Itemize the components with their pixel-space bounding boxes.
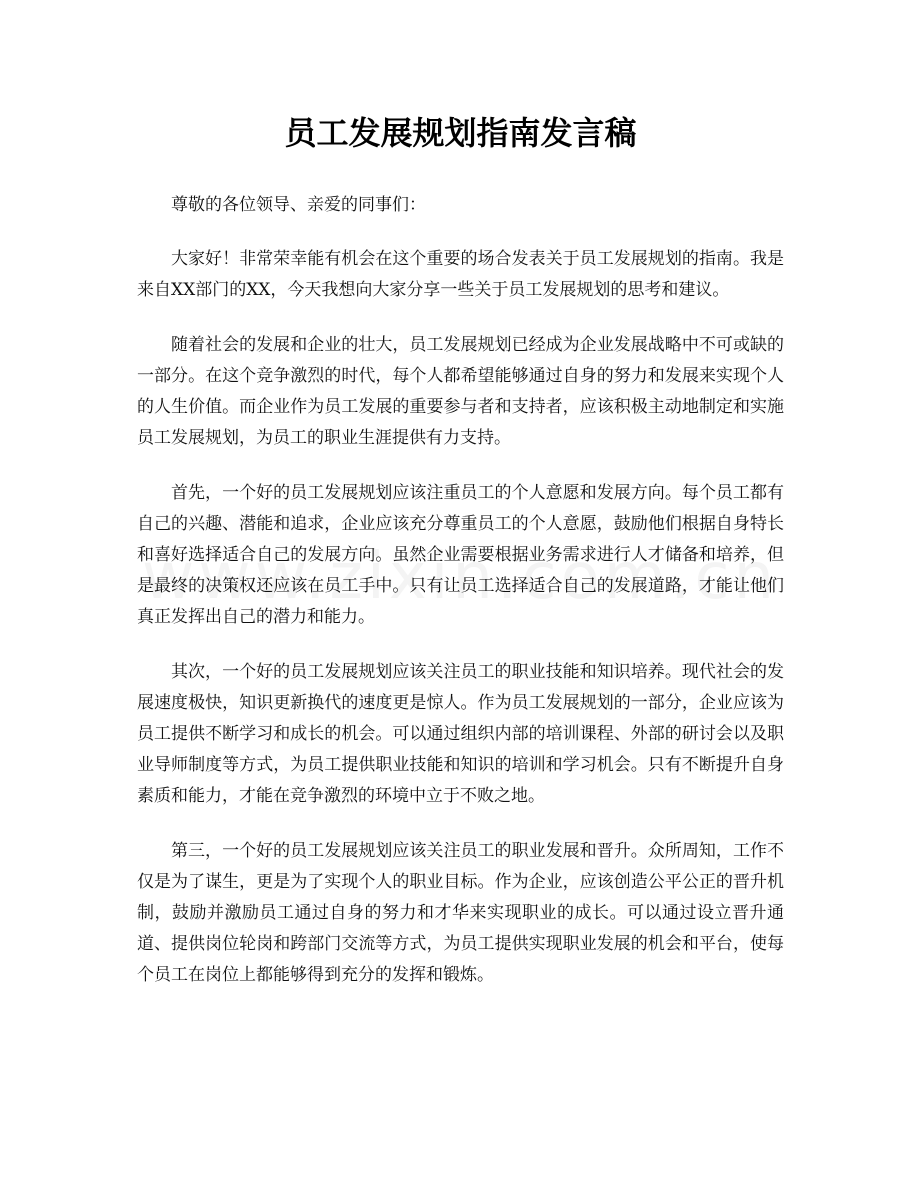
paragraph-4: 其次，一个好的员工发展规划应该关注员工的职业技能和知识培养。现代社会的发展速度极快，知识更新换代的速度更是惊人。作为员工发展规划的一部分，企业应该为员工提供不断学习和成长的机会。可以通过组织内部的培训课程、外部的研讨会以及职业导师制度等方式，为员工提供职业技能和知识的培训和学习机会。只有不断提升自身素质和能力，才能在竞争激烈的环境中立于不败之地。	[137, 662, 784, 806]
paragraph-5: 第三，一个好的员工发展规划应该关注员工的职业发展和晋升。众所周知，工作不仅是为了谋生，更是为了实现个人的职业目标。作为企业，应该创造公平公正的晋升机制，鼓励并激励员工通过自身的努力和才华来实现职业的成长。可以通过设立晋升通道、提供岗位轮岗和跨部门交流等方式，为员工提供实现职业发展的机会和平台，使每个员工在岗位上都能够得到充分的发挥和锻炼。	[137, 841, 784, 985]
paragraph-1: 大家好！非常荣幸能有机会在这个重要的场合发表关于员工发展规划的指南。我是来自XX部门的XX，今天我想向大家分享一些关于员工发展规划的思考和建议。	[137, 249, 784, 300]
salutation: 尊敬的各位领导、亲爱的同事们：	[171, 195, 426, 215]
paragraph-2: 随着社会的发展和企业的壮大，员工发展规划已经成为企业发展战略中不可或缺的一部分。在这个竞争激烈的时代，每个人都希望能够通过自身的努力和发展来实现个人的人生价值。而企业作为员工发展的重要参与者和支持者，应该积极主动地制定和实施员工发展规划，为员工的职业生涯提供有力支持。	[137, 335, 784, 448]
paragraph-3: 首先，一个好的员工发展规划应该注重员工的个人意愿和发展方向。每个员工都有自己的兴趣、潜能和追求，企业应该充分尊重员工的个人意愿，鼓励他们根据自身特长和喜好选择适合自己的发展方向。虽然企业需要根据业务需求进行人才储备和培养，但是最终的决策权还应该在员工手中。只有让员工选择适合自己的发展道路，才能让他们真正发挥出自己的潜力和能力。	[137, 483, 784, 627]
document-content	[137, 0, 784, 991]
document-title: 员工发展规划指南发言稿	[284, 114, 637, 152]
